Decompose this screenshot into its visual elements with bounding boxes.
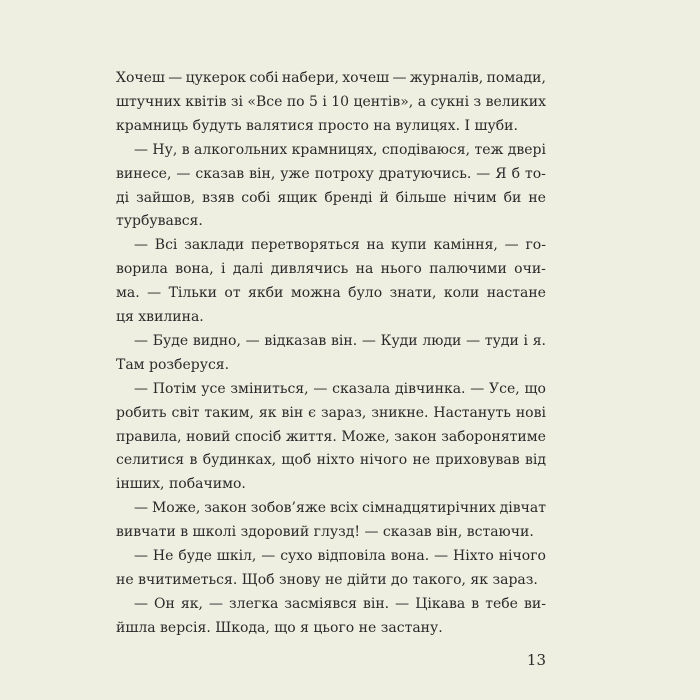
text-line: Там розберуся. xyxy=(116,356,230,373)
text-line: ма. — Тільки от якби можна було знати, коли настане xyxy=(116,285,546,302)
text-line: ця хвилина. xyxy=(116,309,204,325)
text-line: — Може, закон зобов’яже всіх сімнадцятирічних дівчат xyxy=(134,500,546,517)
text-line: ді зайшов, взяв собі ящик бренді й більше нічим би не xyxy=(116,189,546,206)
text-line: — Буде видно, — відказав він. — Куди люди — туди і я. xyxy=(134,332,546,349)
text-line: ворила вона, і далі дивлячись на нього палючими очи- xyxy=(116,261,546,278)
text-line: не вчитиметься. Щоб знову не дійти до такого, як зараз. xyxy=(116,571,538,588)
text-line: штучних квітів зі «Все по 5 і 10 центів», а сукні з великих xyxy=(116,93,546,110)
text-line: — Не буде шкіл, — сухо відповіла вона. — Ніхто нічого xyxy=(134,548,546,564)
text-line: Хочеш — цукерок собі набери, хочеш — журналів, помади, xyxy=(116,70,546,86)
text-line: винесе, — сказав він, уже потроху дратуючись. — Я б то- xyxy=(116,165,546,182)
text-line: вивчати в школі здоровий глузд! — сказав він, встаючи. xyxy=(116,524,534,541)
page-number: 13 xyxy=(526,651,546,669)
text-line: — Всі заклади перетворяться на купи каміння, — го- xyxy=(134,237,546,254)
text-line: селитися в будинках, щоб ніхто нічого не приховував від xyxy=(116,452,546,469)
text-line: турбувався. xyxy=(116,213,203,230)
text-line: робить світ таким, як він є зараз, зникне. Настануть нові xyxy=(116,404,546,421)
text-line: — Он як, — злегка засміявся він. — Цікава в тебе ви- xyxy=(134,595,546,612)
text-line: правила, новий спосіб життя. Може, закон забоpонятиме xyxy=(116,428,546,445)
text-line: — Ну, в алкогольних крамницях, сподіваюся, теж двері xyxy=(134,141,546,158)
text-line: — Потім усе зміниться, — сказала дівчинка. — Усе, що xyxy=(134,380,546,397)
text-line: інших, побачимо. xyxy=(116,476,246,493)
text-line: крамниць будуть валятися просто на вулицях. І шуби. xyxy=(116,117,518,134)
text-line: йшла версія. Шкода, що я цього не застану. xyxy=(116,619,443,636)
